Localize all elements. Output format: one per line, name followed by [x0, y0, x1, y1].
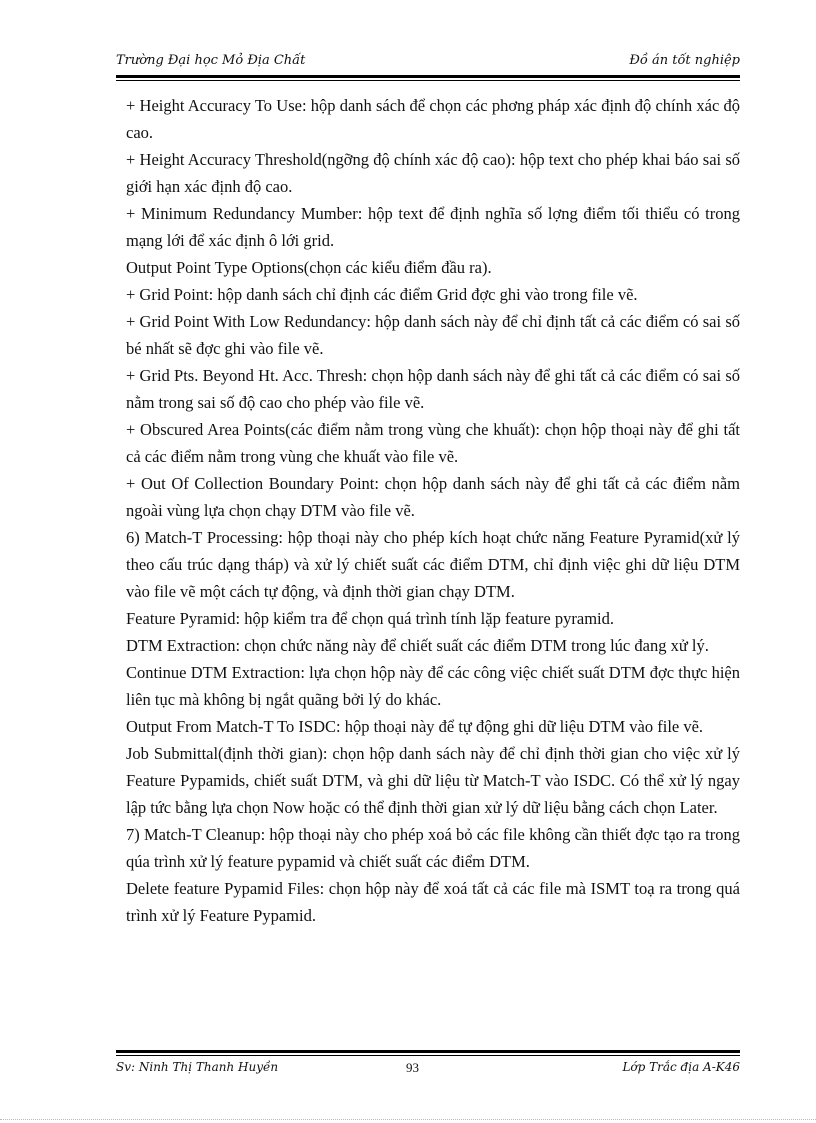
body-text [126, 92, 740, 929]
paragraph: + Grid Point With Low Redundancy: hộp danh sách này để chỉ định tất cả các điểm có sai số bé nhất sẽ đợc ghi vào file vẽ. [126, 312, 740, 358]
paragraph: + Height Accuracy Threshold(ngỡng độ chính xác độ cao): hộp text cho phép khai báo sai số giới hạn xác định độ cao. [126, 150, 740, 196]
paragraph: Output From Match-T To ISDC: hộp thoại này để tự động ghi dữ liệu DTM vào file vẽ. [126, 717, 704, 736]
paragraph: + Grid Point: hộp danh sách chỉ định các điểm Grid đợc ghi vào trong file vẽ. [126, 285, 638, 304]
paragraph: Output Point Type Options(chọn các kiểu điểm đầu ra). [126, 258, 492, 277]
header-university: Trường Đại học Mỏ Địa Chất [116, 53, 306, 68]
paragraph: + Out Of Collection Boundary Point: chọn hộp danh sách này để ghi tất cả các điểm nằm ngoài vùng lựa chọn chạy DTM vào file vẽ. [126, 474, 740, 520]
paragraph: Delete feature Pypamid Files: chọn hộp này để xoá tất cả các file mà ISMT toạ ra trong quá trình xử lý Feature Pypamid. [126, 879, 740, 925]
paragraph: Job Submittal(định thời gian): chọn hộp danh sách này để chỉ định thời gian cho việc xử lý Feature Pypamids, chiết suất DTM, và ghi dữ liệu từ Match-T vào ISDC. Có thể xử lý ngay lập tức bằng lựa chọn Now hoặc có thể định thời gian xử lý dữ liệu bằng cách chọn Later. [126, 744, 740, 817]
paragraph: + Obscured Area Points(các điểm nằm trong vùng che khuất): chọn hộp thoại này để ghi tất cả các điểm nằm trong vùng che khuất vào file vẽ. [126, 420, 740, 466]
footer-class-name: Lớp Trắc địa A-K46 [622, 1060, 740, 1074]
footer-rule-thin [116, 1055, 740, 1056]
paragraph: 6) Match-T Processing: hộp thoại này cho phép kích hoạt chức năng Feature Pyramid(xử lý theo cấu trúc dạng tháp) và xử lý chiết suất các điểm DTM, chỉ định việc ghi dữ liệu DTM vào file vẽ một cách tự động, và định thời gian chạy DTM. [126, 528, 740, 601]
paragraph: DTM Extraction: chọn chức năng này để chiết suất các điểm DTM trong lúc đang xử lý. [126, 636, 709, 655]
paragraph: Continue DTM Extraction: lựa chọn hộp này để các công việc chiết suất DTM đợc thực hiện liên tục mà không bị ngắt quãng bởi lý do khác. [126, 663, 740, 709]
paragraph: + Height Accuracy To Use: hộp danh sách để chọn các phơng pháp xác định độ chính xác độ cao. [126, 96, 740, 142]
page-header [116, 50, 740, 72]
paragraph: + Grid Pts. Beyond Ht. Acc. Thresh: chọn hộp danh sách này để ghi tất cả các điểm có sai số nằm trong sai số độ cao cho phép vào file vẽ. [126, 366, 740, 412]
paragraph: Feature Pyramid: hộp kiểm tra để chọn quá trình tính lặp feature pyramid. [126, 609, 614, 628]
header-rule-thick [116, 75, 740, 78]
header-thesis-title: Đồ án tốt nghiệp [629, 53, 740, 68]
header-rule-thin [116, 80, 740, 81]
paragraph: + Minimum Redundancy Mumber: hộp text để định nghĩa số lợng điểm tối thiểu có trong mạng lới để xác định ô lới grid. [126, 204, 740, 250]
page-bottom-divider [0, 1119, 816, 1120]
footer-student-name: Sv: Ninh Thị Thanh Huyền [116, 1060, 279, 1074]
paragraph: 7) Match-T Cleanup: hộp thoại này cho phép xoá bỏ các file không cần thiết đợc tạo ra trong qúa trình xử lý feature pypamid và chiết suất các điểm DTM. [126, 825, 740, 871]
page-number: 93 [406, 1060, 419, 1075]
page-footer [116, 1058, 740, 1078]
footer-rule-thick [116, 1050, 740, 1053]
